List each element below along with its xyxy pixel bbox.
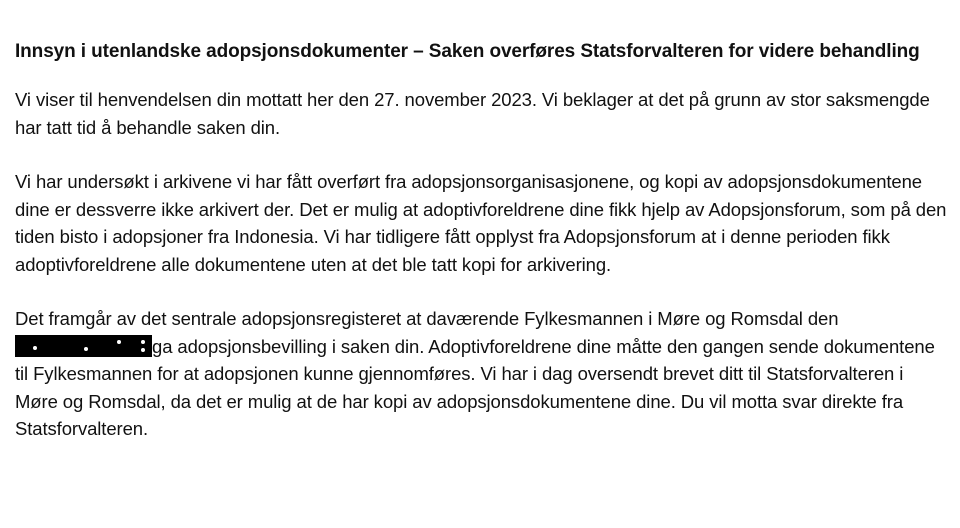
letter-body bbox=[15, 38, 950, 443]
paragraph-transfer-start: Det framgår av det sentrale adopsjonsregisteret at daværende Fylkesmannen i Møre og Romsdal den bbox=[15, 308, 839, 329]
redacted-date bbox=[15, 335, 152, 357]
paragraph-acknowledgement: Vi viser til henvendelsen din mottatt her den 27. november 2023. Vi beklager at det på grunn av stor saksmengde har tatt tid å behandle saken din. bbox=[15, 89, 930, 138]
paragraph-archive-search: Vi har undersøkt i arkivene vi har fått overført fra adopsjonsorganisasjonene, og kopi av adopsjonsdokumentene dine er dessverre ikke arkivert der. Det er mulig at adoptivforeldrene dine fikk hjelp av Adopsjonsforum, som på den tiden bisto i adopsjoner fra Indonesia. Vi har tidligere fått opplyst fra Adopsjonsforum at i denne perioden fikk adoptivforeldrene alle dokumentene uten at det ble tatt kopi for arkivering. bbox=[15, 171, 947, 275]
paragraph-transfer-end: ga adopsjonsbevilling i saken din. Adoptivforeldrene dine måtte den gangen sende dokumentene til Fylkesmannen for at adopsjonen kunne gjennomføres. Vi har i dag oversendt brevet ditt til Statsforvalteren i Møre og Romsdal, da det er mulig at de har kopi av adopsjonsdokumentene dine. Du vil motta svar direkte fra Statsforvalteren. bbox=[15, 335, 935, 439]
letter-heading: Innsyn i utenlandske adopsjonsdokumenter – Saken overføres Statsforvalteren for videre behandling bbox=[15, 41, 920, 62]
paragraph-transfer bbox=[15, 305, 950, 443]
